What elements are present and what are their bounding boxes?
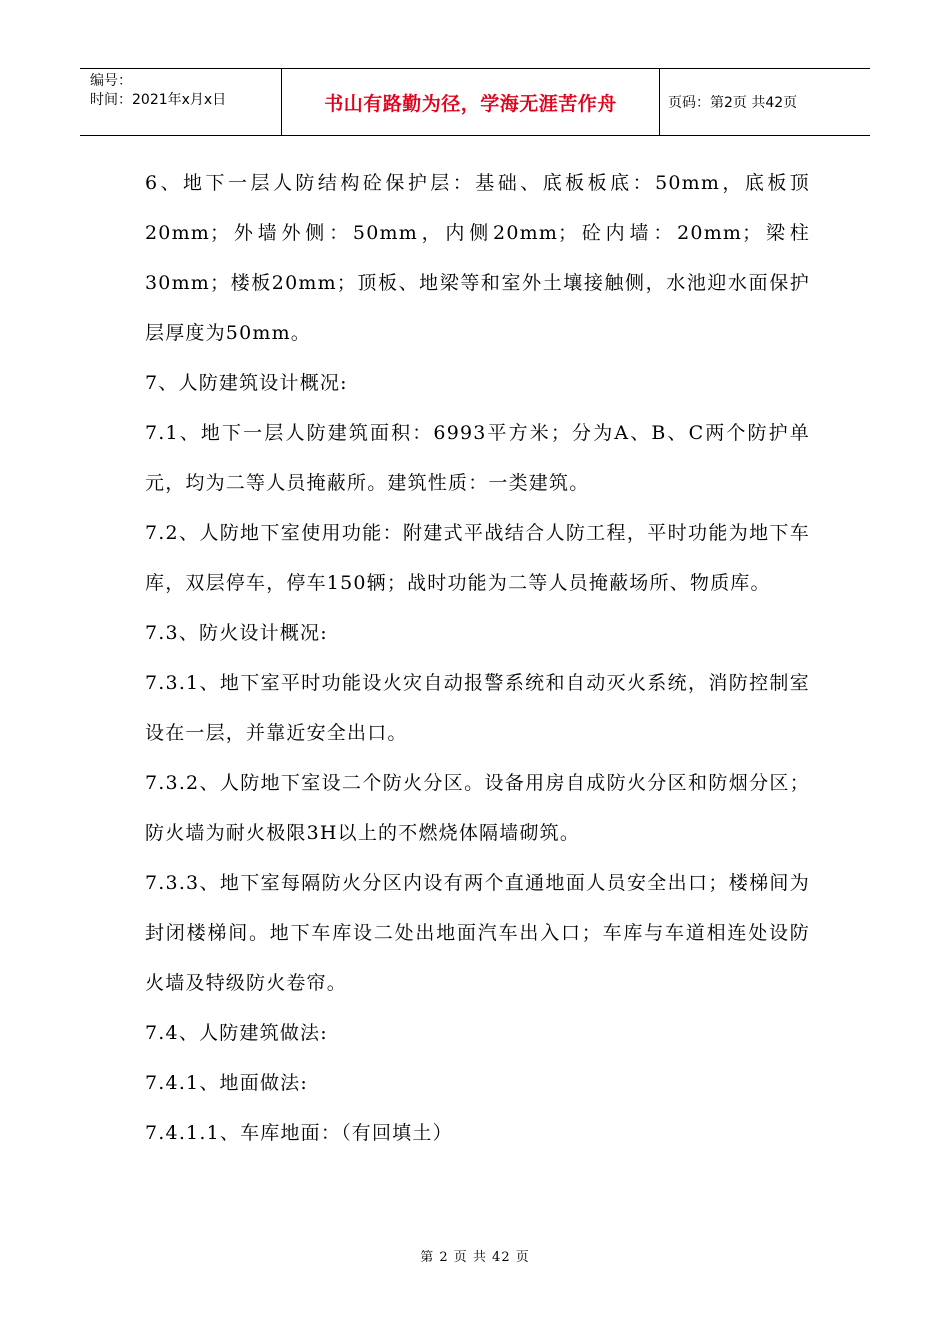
paragraph: 7.2、人防地下室使用功能：附建式平战结合人防工程，平时功能为地下车库，双层停车，停车150辆；战时功能为二等人员掩蔽场所、物质库。 <box>145 522 810 594</box>
page-footer <box>0 1246 950 1265</box>
paragraph: 7.3.2、人防地下室设二个防火分区。设备用房自成防火分区和防烟分区；防火墙为耐火极限3H以上的不燃烧体隔墙砌筑。 <box>145 772 810 844</box>
header-motto: 书山有路勤为径，学海无涯苦作舟 <box>324 92 617 115</box>
document-body <box>145 158 810 1158</box>
paragraph: 7.4.1.1、车库地面：（有回填土） <box>145 1122 453 1144</box>
paragraph: 7.4.1、地面做法: <box>145 1072 308 1094</box>
document-time-label: 时间：2021年x月x日 <box>90 92 227 108</box>
header-page-info-cell <box>660 69 870 135</box>
paragraph: 7.1、地下一层人防建筑面积：6993平方米；分为A、B、C两个防护单元，均为二等人员掩蔽所。建筑性质：一类建筑。 <box>145 422 810 494</box>
footer-page-number: 第 2 页 共 42 页 <box>420 1250 530 1265</box>
paragraph: 6、地下一层人防结构砼保护层：基础、底板板底：50mm，底板顶20mm；外墙外侧：50mm，内侧20mm；砼内墙：20mm；梁柱30mm；楼板20mm；顶板、地梁等和室外土壤接触侧，水池迎水面保护层厚度为50mm。 <box>145 172 810 344</box>
page-header <box>80 68 870 136</box>
paragraph: 7.4、人防建筑做法: <box>145 1022 328 1044</box>
paragraph: 7、人防建筑设计概况: <box>145 372 348 394</box>
paragraph: 7.3.3、地下室每隔防火分区内设有两个直通地面人员安全出口；楼梯间为封闭楼梯间。地下车库设二处出地面汽车出入口；车库与车道相连处设防火墙及特级防火卷帘。 <box>145 872 810 994</box>
header-meta-cell <box>80 69 282 135</box>
header-page-info: 页码：第2页 共42页 <box>668 95 798 111</box>
paragraph: 7.3、防火设计概况: <box>145 622 328 644</box>
header-motto-cell <box>282 69 660 135</box>
paragraph: 7.3.1、地下室平时功能设火灾自动报警系统和自动灭火系统，消防控制室设在一层，并靠近安全出口。 <box>145 672 810 744</box>
document-number-label: 编号： <box>90 73 132 89</box>
